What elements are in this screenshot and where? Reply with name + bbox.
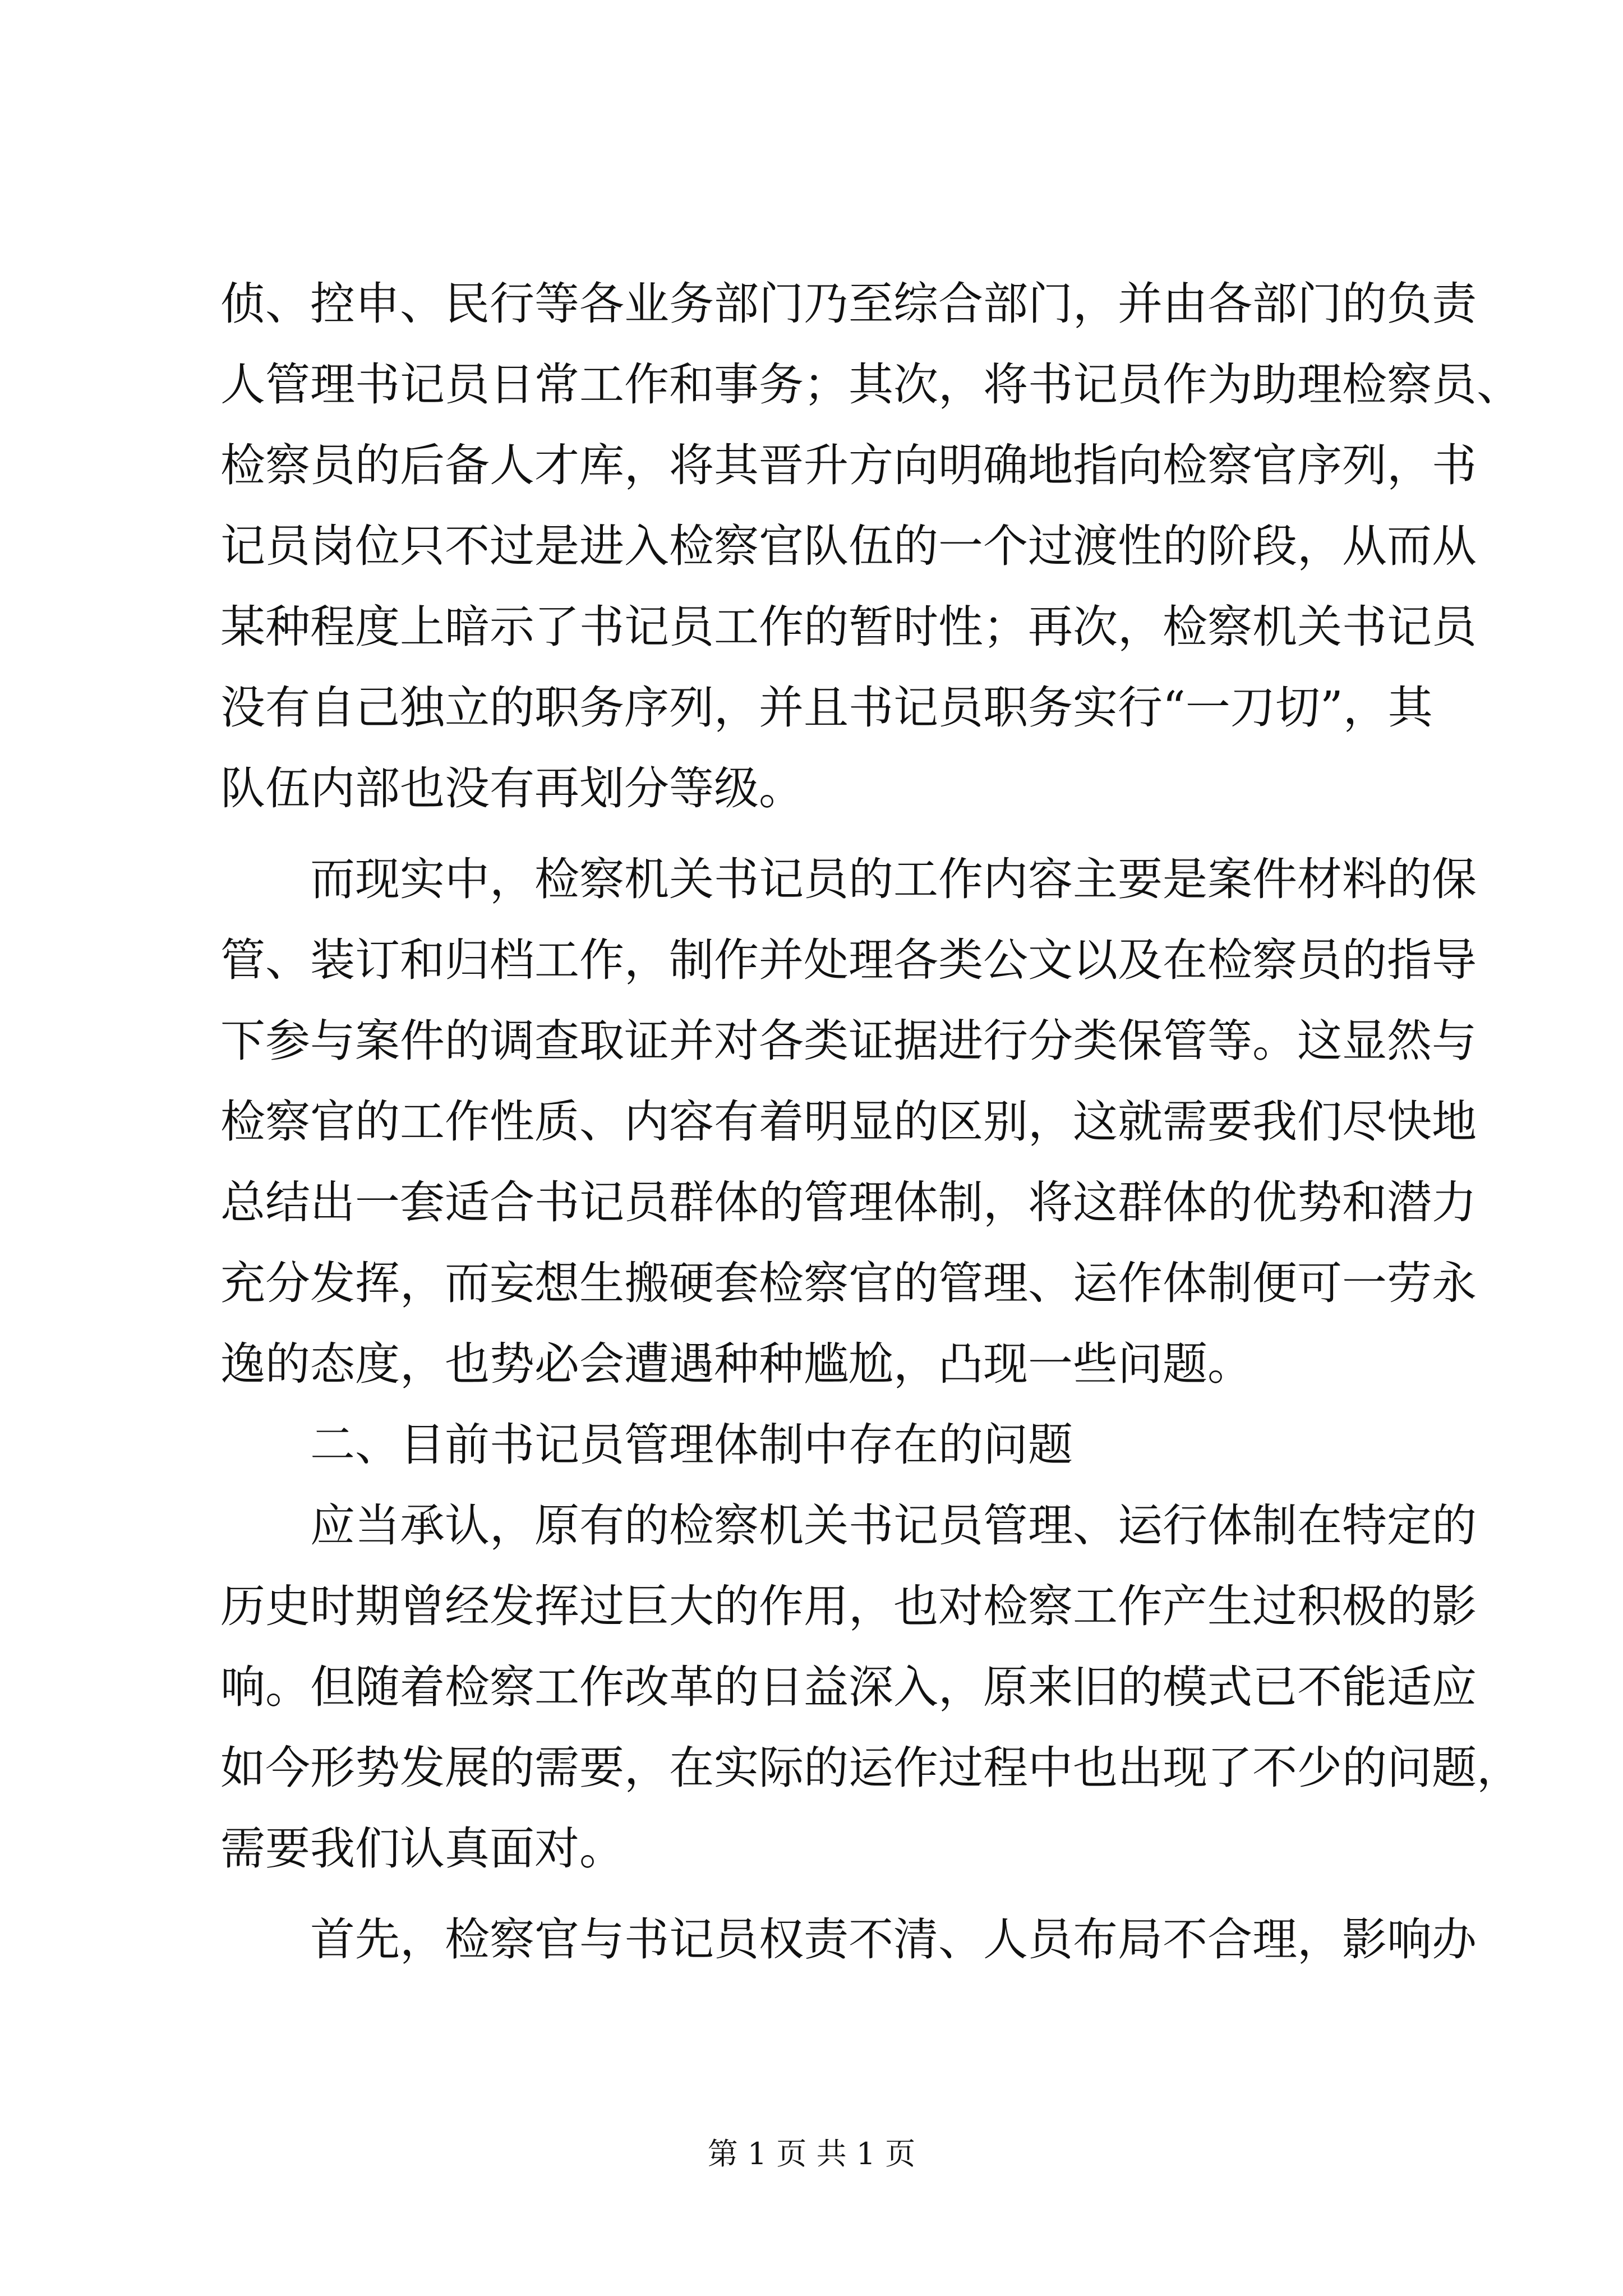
paragraph-first-line: 首先，检察官与书记员权责不清、人员布局不合理，影响办 <box>310 1913 1477 1966</box>
text-line: 记员岗位只不过是进入检察官队伍的一个过渡性的阶段，从而从 <box>220 520 1477 572</box>
text-line: 检察员的后备人才库，将其晋升方向明确地指向检察官序列，书 <box>220 439 1477 491</box>
text-line: 队伍内部也没有再划分等级。 <box>220 762 804 815</box>
text-line: 需要我们认真面对。 <box>220 1823 624 1875</box>
text-line: 下参与案件的调查取证并对各类证据进行分类保管等。这显然与 <box>220 1015 1477 1067</box>
text-line: 没有自己独立的职务序列，并且书记员职务实行“一刀切”，其 <box>220 682 1433 734</box>
text-line: 响。但随着检察工作改革的日益深入，原来旧的模式已不能适应 <box>220 1661 1477 1713</box>
text-line: 侦、控申、民行等各业务部门乃至综合部门，并由各部门的负责 <box>220 278 1477 330</box>
text-line: 逸的态度，也势必会遭遇种种尴尬，凸现一些问题。 <box>220 1338 1252 1390</box>
section-heading: 二、目前书记员管理体制中存在的问题 <box>310 1419 1073 1471</box>
paragraph-first-line: 而现实中，检察机关书记员的工作内容主要是案件材料的保 <box>310 853 1477 905</box>
text-line: 充分发挥，而妄想生搬硬套检察官的管理、运作体制便可一劳永 <box>220 1257 1477 1309</box>
document-body <box>220 264 1521 1980</box>
text-line: 管、装订和归档工作，制作并处理各类公文以及在检察员的指导 <box>220 934 1477 986</box>
text-line: 检察官的工作性质、内容有着明显的区别，这就需要我们尽快地 <box>220 1096 1477 1148</box>
page-footer: 第 1 页 共 1 页 <box>707 2136 916 2171</box>
text-line: 某种程度上暗示了书记员工作的暂时性；再次，检察机关书记员 <box>220 601 1477 653</box>
text-line: 人管理书记员日常工作和事务；其次，将书记员作为助理检察员、 <box>220 358 1521 411</box>
paragraph-first-line: 应当承认，原有的检察机关书记员管理、运行体制在特定的 <box>310 1499 1477 1552</box>
text-line: 如今形势发展的需要，在实际的运作过程中也出现了不少的问题， <box>220 1742 1521 1794</box>
text-line: 总结出一套适合书记员群体的管理体制，将这群体的优势和潜力 <box>220 1176 1477 1228</box>
text-line: 历史时期曾经发挥过巨大的作用，也对检察工作产生过积极的影 <box>220 1580 1477 1632</box>
